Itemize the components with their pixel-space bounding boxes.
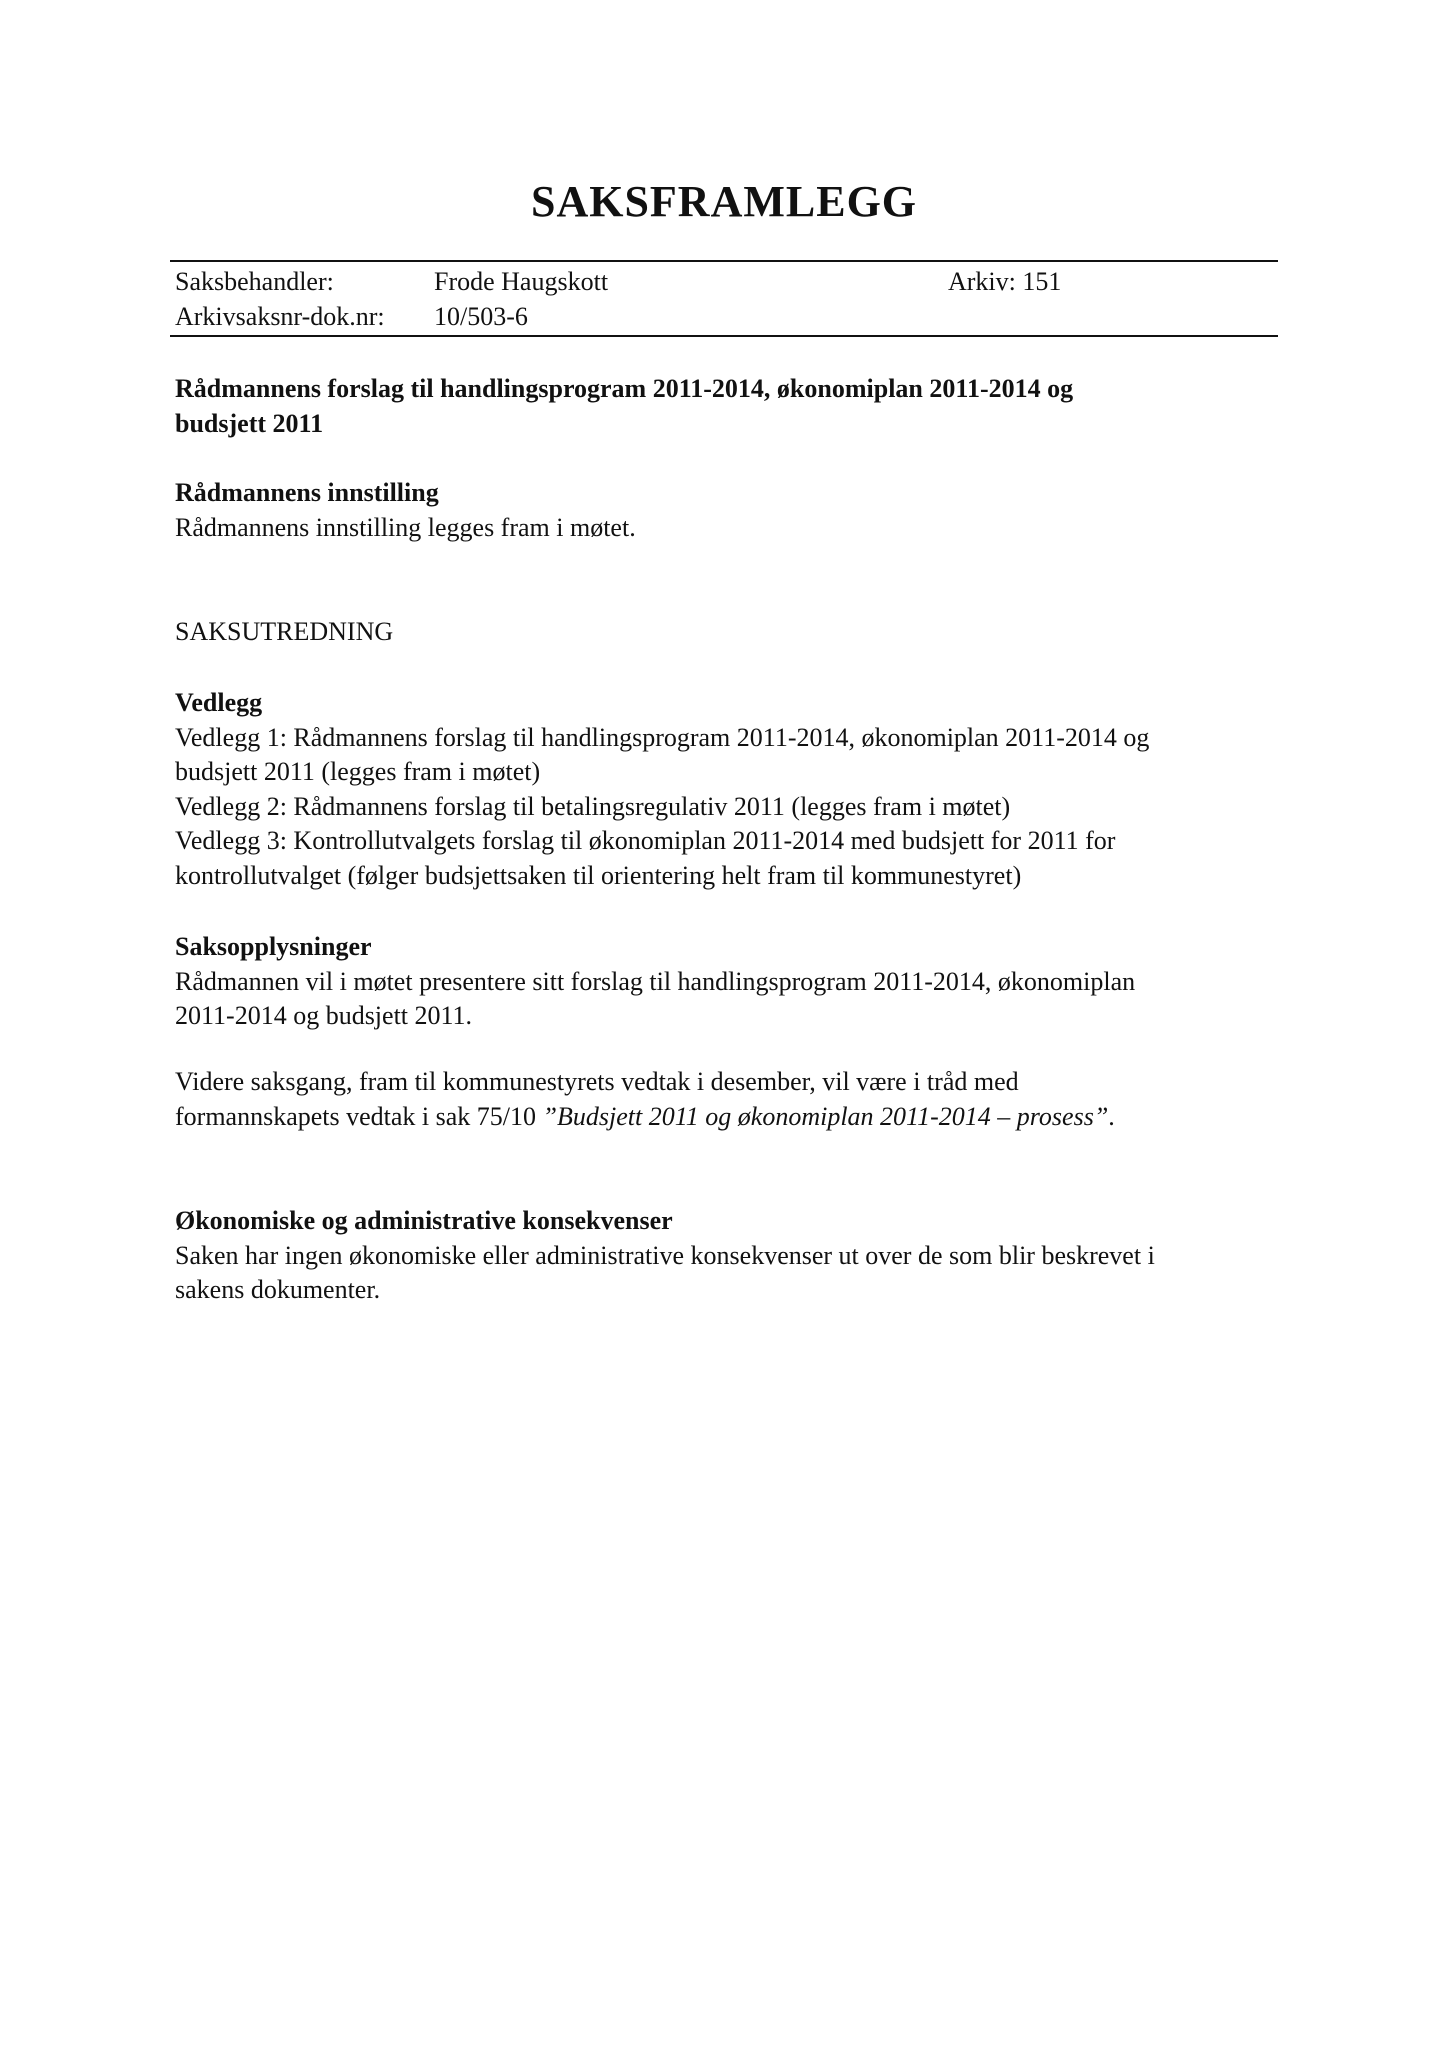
vedlegg-line: Vedlegg 1: Rådmannens forslag til handlingsprogram 2011-2014, økonomiplan 2011-2014 og xyxy=(175,722,1150,752)
okonomi-heading: Økonomiske og administrative konsekvenser xyxy=(175,1206,673,1235)
saksbehandler-label: Saksbehandler: xyxy=(175,267,334,296)
arkivsaksnr-label: Arkivsaksnr-dok.nr: xyxy=(175,302,385,331)
document-title: SAKSFRAMLEGG xyxy=(530,177,918,226)
saksopplysninger-section xyxy=(175,930,1285,1034)
header-rule-top xyxy=(170,260,1278,262)
arkiv-value: Arkiv: 151 xyxy=(948,267,1062,296)
saksopplysninger-heading: Saksopplysninger xyxy=(175,932,372,961)
videre-italic-reference: ”Budsjett 2011 og økonomiplan 2011-2014 – prosess” xyxy=(542,1101,1109,1131)
vedlegg-section xyxy=(175,686,1285,893)
case-title-line: Rådmannens forslag til handlingsprogram 2011-2014, økonomiplan 2011-2014 og xyxy=(175,374,1074,403)
saksopplysninger-line: 2011-2014 og budsjett 2011. xyxy=(175,1001,473,1030)
okonomi-line: Saken har ingen økonomiske eller administrative konsekvenser ut over de som blir beskrevet i xyxy=(175,1240,1155,1270)
videre-suffix: . xyxy=(1108,1101,1115,1131)
vedlegg-heading: Vedlegg xyxy=(175,688,263,717)
videre-saksgang-paragraph xyxy=(175,1065,1255,1134)
videre-prefix: formannskapets vedtak i sak 75/10 xyxy=(175,1101,543,1131)
header-rule-bottom xyxy=(170,335,1278,337)
vedlegg-line: kontrollutvalget (følger budsjettsaken til orientering helt fram til kommunestyret) xyxy=(175,860,1022,890)
vedlegg-line: budsjett 2011 (legges fram i møtet) xyxy=(175,757,541,786)
case-title xyxy=(175,372,1235,441)
case-title-line: budsjett 2011 xyxy=(175,408,324,438)
vedlegg-line: Vedlegg 2: Rådmannens forslag til betalingsregulativ 2011 (legges fram i møtet) xyxy=(175,791,1011,821)
saksbehandler-value: Frode Haugskott xyxy=(434,267,609,296)
saksutredning-section xyxy=(175,615,1285,650)
innstilling-section xyxy=(175,476,1285,545)
arkivsaksnr-value: 10/503-6 xyxy=(434,302,528,331)
saksutredning-heading: SAKSUTREDNING xyxy=(175,617,394,646)
saksopplysninger-line: Rådmannen vil i møtet presentere sitt forslag til handlingsprogram 2011-2014, økonomiplan xyxy=(175,966,1136,996)
videre-line xyxy=(175,1100,1255,1135)
okonomi-line: sakens dokumenter. xyxy=(175,1275,381,1304)
vedlegg-line: Vedlegg 3: Kontrollutvalgets forslag til økonomiplan 2011-2014 med budsjett for 2011 for xyxy=(175,826,1116,855)
videre-line: Videre saksgang, fram til kommunestyrets vedtak i desember, vil være i tråd med xyxy=(175,1067,1019,1096)
okonomi-section xyxy=(175,1204,1285,1308)
innstilling-text: Rådmannens innstilling legges fram i møtet. xyxy=(175,512,636,542)
innstilling-heading: Rådmannens innstilling xyxy=(175,478,439,507)
